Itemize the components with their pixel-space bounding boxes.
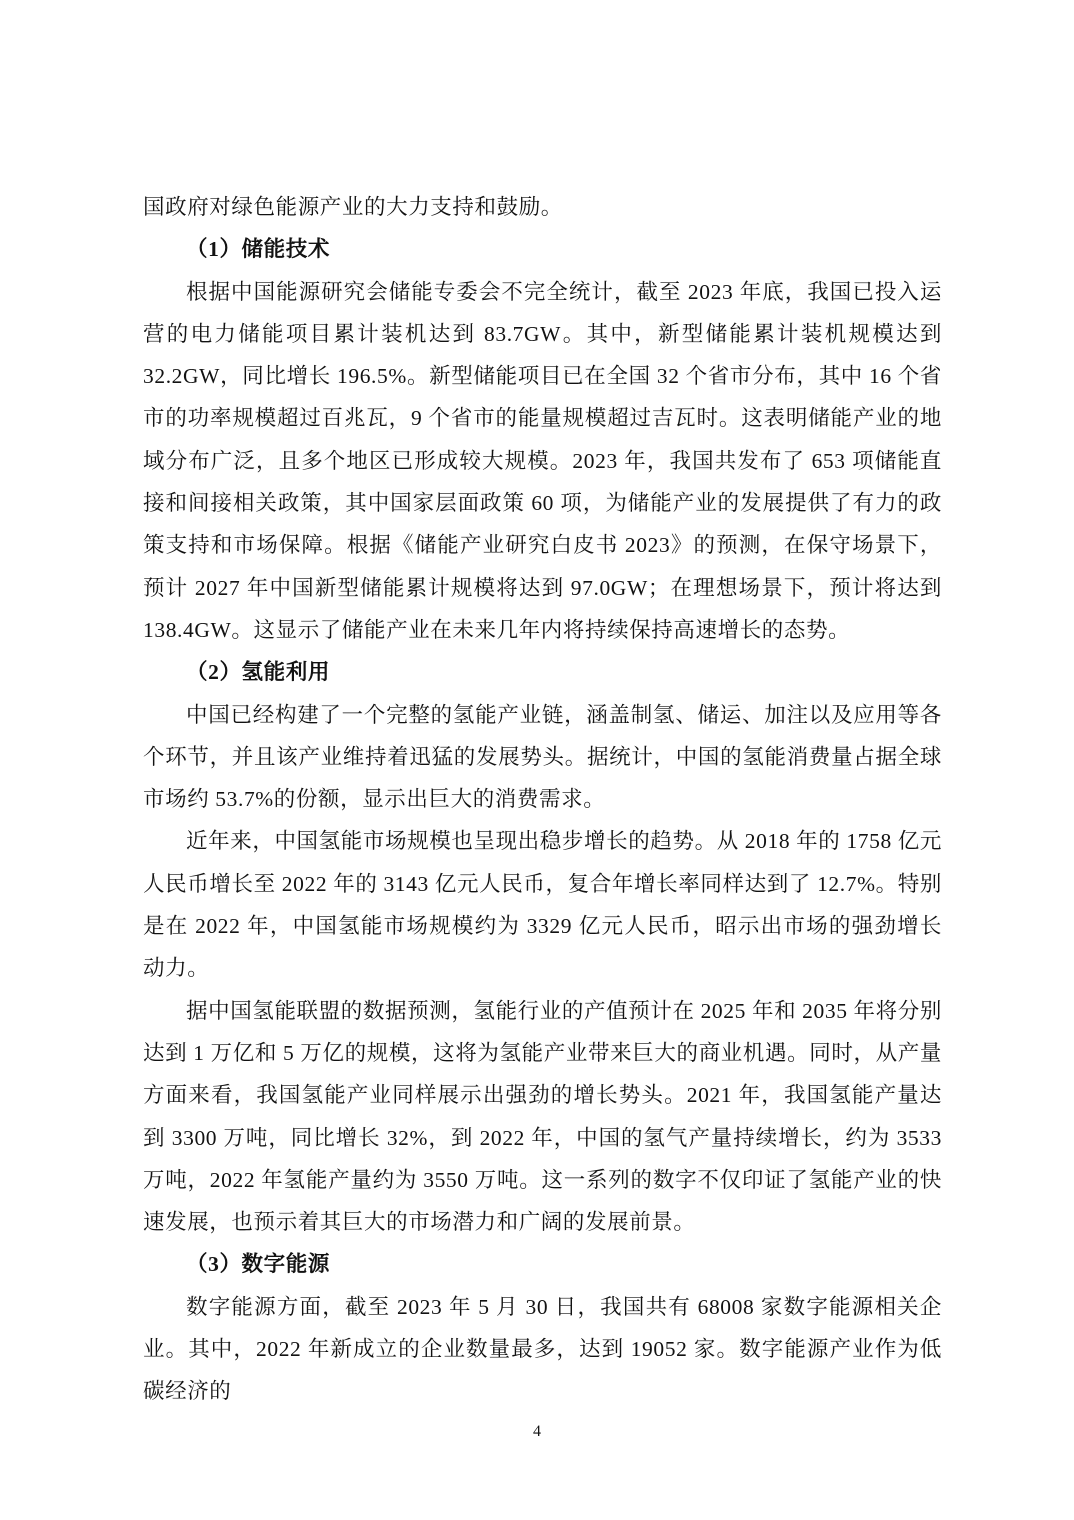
page-number: 4 bbox=[533, 1423, 541, 1440]
section-heading-energy-storage: （1）储能技术 bbox=[186, 237, 330, 262]
paragraph-energy-storage: 根据中国能源研究会储能专委会不完全统计，截至 2023 年底，我国已投入运营的电力储能项目累计装机达到 83.7GW。其中，新型储能累计装机规模达到 32.2GW，同比增长 196.5%。新型储能项目已在全国 32 个省市分布，其中 16 个省市的功率规模超过百兆瓦，9 个省市的能量规模超过吉瓦时。这表明储能产业的地域分布广泛，且多个地区已形成较大规模。2023 年，我国共发布了 653 项储能直接和间接相关政策，其中国家层面政策 60 项，为储能产业的发展提供了有力的政策支持和市场保障。根据《储能产业研究白皮书 2023》的预测，在保守场景下，预计 2027 年中国新型储能累计规模将达到 97.0GW；在理想场景下，预计将达到 138.4GW。这显示了储能产业在未来几年内将持续保持高速增长的态势。 bbox=[143, 279, 942, 642]
paragraph-continuation: 国政府对绿色能源产业的大力支持和鼓励。 bbox=[143, 195, 563, 219]
document-body bbox=[143, 186, 942, 1413]
paragraph-hydrogen-industry-chain: 中国已经构建了一个完整的氢能产业链，涵盖制氢、储运、加注以及应用等各个环节，并且该产业维持着迅猛的发展势头。据统计，中国的氢能消费量占据全球市场约 53.7%的份额，显示出巨大的消费需求。 bbox=[143, 702, 942, 812]
page-footer bbox=[0, 1420, 1074, 1444]
section-heading-digital-energy: （3）数字能源 bbox=[186, 1252, 330, 1277]
paragraph-digital-energy: 数字能源方面，截至 2023 年 5 月 30 日，我国共有 68008 家数字能源相关企业。其中，2022 年新成立的企业数量最多，达到 19052 家。数字能源产业作为低碳经济的 bbox=[143, 1294, 942, 1404]
paragraph-hydrogen-forecast-output: 据中国氢能联盟的数据预测，氢能行业的产值预计在 2025 年和 2035 年将分别达到 1 万亿和 5 万亿的规模，这将为氢能产业带来巨大的商业机遇。同时，从产量方面来看，我国氢能产业同样展示出强劲的增长势头。2021 年，我国氢能产量达到 3300 万吨，同比增长 32%，到 2022 年，中国的氢气产量持续增长，约为 3533 万吨，2022 年氢能产量约为 3550 万吨。这一系列的数字不仅印证了氢能产业的快速发展，也预示着其巨大的市场潜力和广阔的发展前景。 bbox=[143, 998, 942, 1235]
paragraph-hydrogen-market-size: 近年来，中国氢能市场规模也呈现出稳步增长的趋势。从 2018 年的 1758 亿元人民币增长至 2022 年的 3143 亿元人民币，复合年增长率同样达到了 12.7%。特别是在 2022 年，中国氢能市场规模约为 3329 亿元人民币，昭示出市场的强劲增长动力。 bbox=[143, 829, 942, 981]
section-heading-hydrogen: （2）氢能利用 bbox=[186, 660, 330, 685]
